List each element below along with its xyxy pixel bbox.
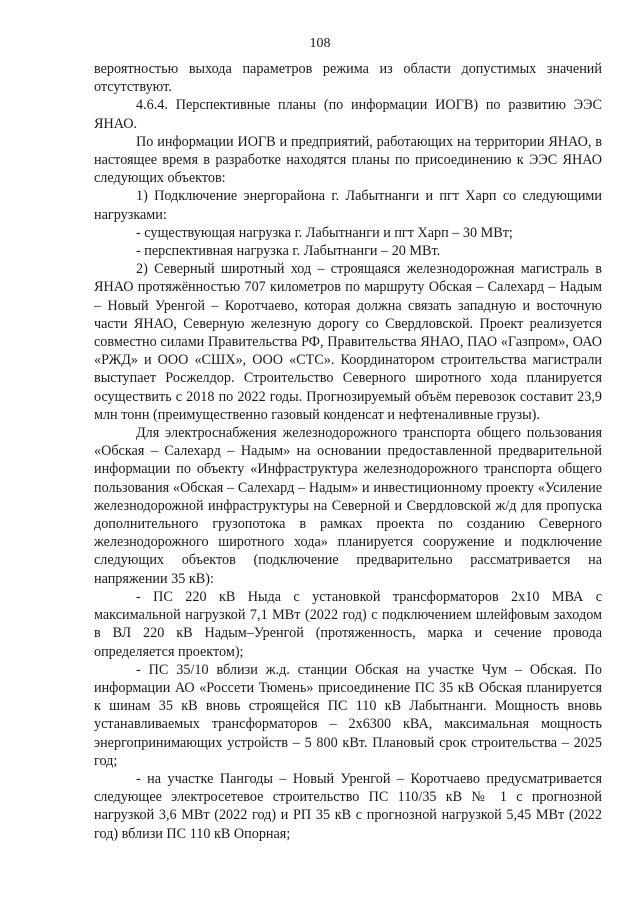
- list-item: - ПС 220 кВ Ныда с установкой трансформаторов 2х10 МВА с максимальной нагрузкой 7,1 МВт (2022 год) с подключением шлейфовым заходом в ВЛ 220 кВ Надым–Уренгой (протяженность, марка и сечение провода определяется проектом);: [94, 588, 602, 660]
- section-heading: 4.6.4. Перспективные планы (по информации ИОГВ) по развитию ЭЭС ЯНАО.: [94, 97, 602, 132]
- list-item: 2) Северный широтный ход – строящаяся железнодорожная магистраль в ЯНАО протяжённостью 707 километров по маршруту Обская – Салехард – Надым – Новый Уренгой – Коротчаево, которая должна связать западную и восточную части ЯНАО, Северную железную дорогу со Свердловской. Проект реализуется совместно силами Правительства РФ, Правительства ЯНАО, ПАО «Газпром», ОАО «РЖД» и ООО «СШХ», ООО «СТС». Координатором строительства магистрали выступает Росжелдор. Строительство Северного широтного хода планируется осуществить с 2018 по 2022 годы. Прогнозируемый объём перевозок составит 23,9 млн тонн (преимущественно газовый конденсат и нефтеналивные грузы).: [94, 261, 602, 423]
- page-number: 108: [309, 36, 331, 51]
- list-item: - существующая нагрузка г. Лабытнанги и пгт Харп – 30 МВт;: [136, 224, 513, 241]
- list-item: - ПС 35/10 вблизи ж.д. станции Обская на участке Чум – Обская. По информации АО «Россети Тюмень» присоединение ПС 35 кВ Обская планируется к шинам 35 кВ вновь строящейся ПС 110 кВ Лабытнанги. Мощность вновь устанавливаемых трансформаторов – 2х6300 кВА, максимальная мощность энергопринимающих устройств – 5 800 кВт. Плановый срок строительства – 2025 год;: [94, 661, 602, 769]
- list-item: - перспективная нагрузка г. Лабытнанги – 20 МВт.: [136, 243, 441, 260]
- paragraph: Для электроснабжения железнодорожного транспорта общего пользования «Обская – Салехард – Надым» на основании предоставленной предварительной информации по объекту «Инфраструктура железнодорожного транспорта общего пользования «Обская – Салехард – Надым» и инвестиционному проекту «Усиление железнодорожной инфраструктуры на Северной и Свердловской ж/д для пропуска дополнительного грузопотока в рамках проекта по созданию Северного железнодорожного широтного хода» планируется сооружение и подключение следующих объектов (подключение предварительно рассматривается на напряжении 35 кВ):: [94, 425, 602, 587]
- paragraph: По информации ИОГВ и предприятий, работающих на территории ЯНАО, в настоящее время в разработке находятся планы по присоединению к ЭЭС ЯНАО следующих объектов:: [94, 133, 602, 187]
- list-item: - на участке Пангоды – Новый Уренгой – Коротчаево предусматривается следующее электросетевое строительство ПС 110/35 кВ № 1 с прогнозной нагрузкой 3,6 МВт (2022 год) и РП 35 кВ с прогнозной нагрузкой 5,45 МВт (2022 год) вблизи ПС 110 кВ Опорная;: [94, 770, 602, 842]
- document-body: [94, 60, 602, 843]
- paragraph: вероятностью выхода параметров режима из области допустимых значений отсутствуют.: [94, 61, 602, 96]
- list-item: 1) Подключение энергорайона г. Лабытнанги и пгт Харп со следующими нагрузками:: [94, 188, 602, 223]
